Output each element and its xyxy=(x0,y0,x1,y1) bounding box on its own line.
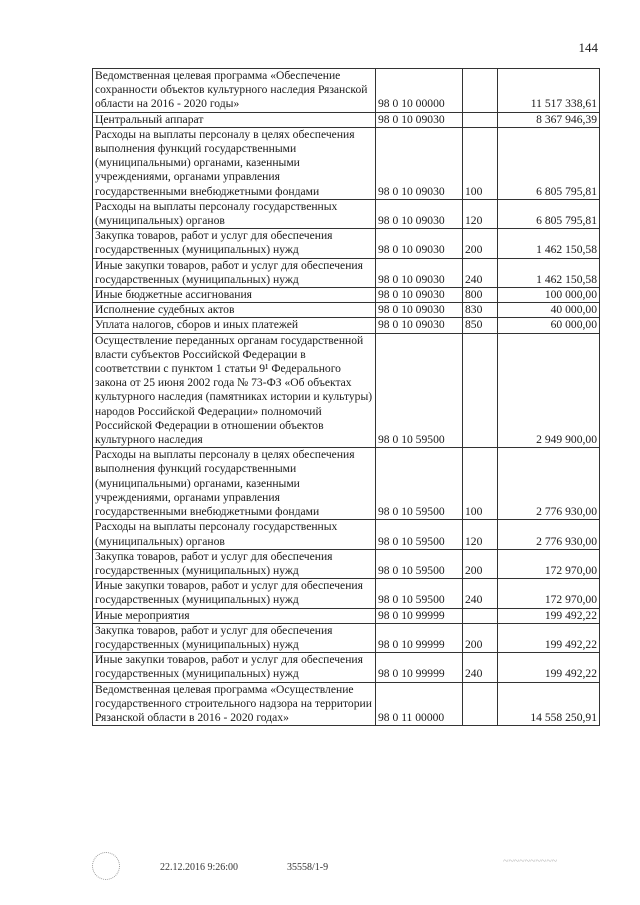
budget-table xyxy=(92,68,600,726)
signature-watermark-icon: ~~~~~~~~~~ xyxy=(502,856,558,867)
table-row xyxy=(93,318,600,333)
row-sum: 6 805 795,81 xyxy=(498,127,600,199)
table-row xyxy=(93,579,600,608)
row-type: 830 xyxy=(463,303,498,318)
row-code: 98 0 10 00000 xyxy=(376,69,463,113)
row-type: 240 xyxy=(463,653,498,682)
row-type: 240 xyxy=(463,579,498,608)
row-description: Иные закупки товаров, работ и услуг для обеспечения государственных (муниципальных) нужд xyxy=(93,258,376,287)
row-description: Иные закупки товаров, работ и услуг для обеспечения государственных (муниципальных) нужд xyxy=(93,579,376,608)
row-sum: 8 367 946,39 xyxy=(498,112,600,127)
row-description: Расходы на выплаты персоналу в целях обеспечения выполнения функций государственными (муниципальными) органами, казенными учреждениями, органами управления государственными внебюджетными фондами xyxy=(93,448,376,520)
row-description: Исполнение судебных актов xyxy=(93,303,376,318)
row-description: Центральный аппарат xyxy=(93,112,376,127)
row-code: 98 0 10 09030 xyxy=(376,127,463,199)
table-row xyxy=(93,448,600,520)
row-type: 200 xyxy=(463,229,498,258)
row-description: Закупка товаров, работ и услуг для обеспечения государственных (муниципальных) нужд xyxy=(93,229,376,258)
row-sum: 60 000,00 xyxy=(498,318,600,333)
row-description: Расходы на выплаты персоналу государственных (муниципальных) органов xyxy=(93,199,376,228)
row-code: 98 0 11 00000 xyxy=(376,682,463,726)
row-type xyxy=(463,682,498,726)
row-code: 98 0 10 09030 xyxy=(376,258,463,287)
table-row xyxy=(93,520,600,549)
footer-document-id: 35558/1-9 xyxy=(287,862,329,873)
table-row xyxy=(93,112,600,127)
row-description: Закупка товаров, работ и услуг для обеспечения государственных (муниципальных) нужд xyxy=(93,623,376,652)
row-type xyxy=(463,112,498,127)
row-code: 98 0 10 09030 xyxy=(376,199,463,228)
row-description: Иные бюджетные ассигнования xyxy=(93,288,376,303)
table-row xyxy=(93,653,600,682)
row-type: 850 xyxy=(463,318,498,333)
footer-date: 22.12.2016 9:26:00 xyxy=(160,862,239,873)
row-code: 98 0 10 99999 xyxy=(376,608,463,623)
row-type: 200 xyxy=(463,623,498,652)
row-description: Осуществление переданных органам государственной власти субъектов Российской Федерации в соответствии с пунктом 1 статьи 9¹ Федерального закона от 25 июня 2002 года № 73-ФЗ «Об объектах культурного наследия (памятниках истории и культуры) народов Российской Федерации» полномочий Российской Федерации в отношении объектов культурного наследия xyxy=(93,333,376,448)
row-description: Расходы на выплаты персоналу государственных (муниципальных) органов xyxy=(93,520,376,549)
table-row xyxy=(93,333,600,448)
row-code: 98 0 10 59500 xyxy=(376,448,463,520)
row-code: 98 0 10 59500 xyxy=(376,520,463,549)
row-code: 98 0 10 09030 xyxy=(376,288,463,303)
row-code: 98 0 10 09030 xyxy=(376,229,463,258)
row-sum: 6 805 795,81 xyxy=(498,199,600,228)
page-number: 144 xyxy=(578,40,598,55)
row-type: 100 xyxy=(463,127,498,199)
table-row xyxy=(93,303,600,318)
table-row xyxy=(93,69,600,113)
stamp-icon xyxy=(92,852,120,880)
row-description: Расходы на выплаты персоналу в целях обеспечения выполнения функций государственными (муниципальными) органами, казенными учреждениями, органами управления государственными внебюджетными фондами xyxy=(93,127,376,199)
row-sum: 199 492,22 xyxy=(498,623,600,652)
row-description: Ведомственная целевая программа «Обеспечение сохранности объектов культурного наследия Рязанской области на 2016 - 2020 годы» xyxy=(93,69,376,113)
row-type xyxy=(463,69,498,113)
row-sum: 2 776 930,00 xyxy=(498,448,600,520)
row-type: 120 xyxy=(463,520,498,549)
row-type: 120 xyxy=(463,199,498,228)
row-type: 100 xyxy=(463,448,498,520)
row-type: 200 xyxy=(463,549,498,578)
row-description: Уплата налогов, сборов и иных платежей xyxy=(93,318,376,333)
table-row xyxy=(93,682,600,726)
table-row xyxy=(93,229,600,258)
row-sum: 172 970,00 xyxy=(498,549,600,578)
row-type xyxy=(463,608,498,623)
row-type: 800 xyxy=(463,288,498,303)
table-row xyxy=(93,288,600,303)
table-row xyxy=(93,623,600,652)
table-row xyxy=(93,199,600,228)
row-description: Иные закупки товаров, работ и услуг для обеспечения государственных (муниципальных) нужд xyxy=(93,653,376,682)
row-sum: 2 776 930,00 xyxy=(498,520,600,549)
row-sum: 2 949 900,00 xyxy=(498,333,600,448)
row-sum: 1 462 150,58 xyxy=(498,229,600,258)
row-description: Закупка товаров, работ и услуг для обеспечения государственных (муниципальных) нужд xyxy=(93,549,376,578)
row-code: 98 0 10 09030 xyxy=(376,112,463,127)
row-sum: 1 462 150,58 xyxy=(498,258,600,287)
row-code: 98 0 10 99999 xyxy=(376,623,463,652)
table-row xyxy=(93,608,600,623)
row-sum: 199 492,22 xyxy=(498,608,600,623)
row-sum: 11 517 338,61 xyxy=(498,69,600,113)
row-type xyxy=(463,333,498,448)
row-code: 98 0 10 09030 xyxy=(376,318,463,333)
row-sum: 199 492,22 xyxy=(498,653,600,682)
row-sum: 40 000,00 xyxy=(498,303,600,318)
row-code: 98 0 10 59500 xyxy=(376,549,463,578)
row-code: 98 0 10 59500 xyxy=(376,579,463,608)
row-type: 240 xyxy=(463,258,498,287)
row-description: Иные мероприятия xyxy=(93,608,376,623)
table-row xyxy=(93,549,600,578)
row-code: 98 0 10 99999 xyxy=(376,653,463,682)
table-row xyxy=(93,127,600,199)
row-sum: 172 970,00 xyxy=(498,579,600,608)
row-sum: 100 000,00 xyxy=(498,288,600,303)
row-code: 98 0 10 59500 xyxy=(376,333,463,448)
row-sum: 14 558 250,91 xyxy=(498,682,600,726)
table-row xyxy=(93,258,600,287)
row-code: 98 0 10 09030 xyxy=(376,303,463,318)
row-description: Ведомственная целевая программа «Осуществление государственного строительного надзора на территории Рязанской области в 2016 - 2020 годах» xyxy=(93,682,376,726)
